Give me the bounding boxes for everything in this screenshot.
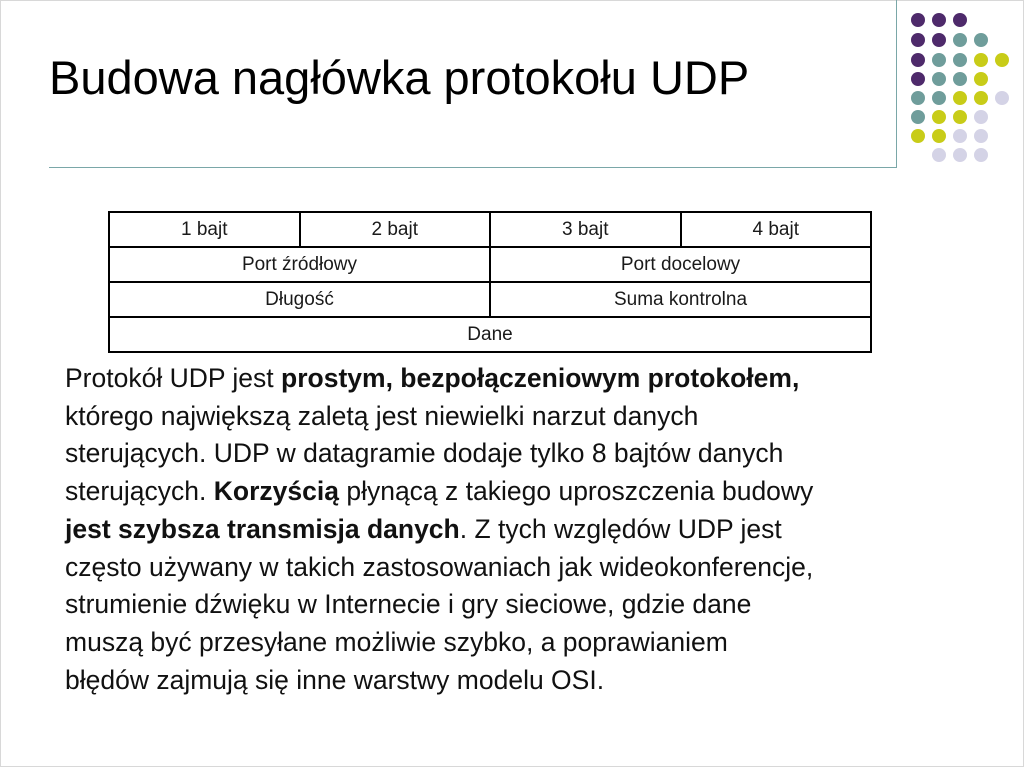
bold-text: prostym, bezpołączeniowym protokołem, bbox=[281, 363, 800, 393]
title-divider bbox=[49, 167, 897, 168]
table-cell-data: Dane bbox=[109, 317, 871, 352]
dot-decor bbox=[974, 129, 988, 143]
dot-decor bbox=[932, 129, 946, 143]
table-cell-length: Długość bbox=[109, 282, 490, 317]
dot-decor bbox=[974, 72, 988, 86]
dot-decor bbox=[911, 72, 925, 86]
dot-decor bbox=[995, 91, 1009, 105]
table-cell-byte-1: 1 bajt bbox=[109, 212, 300, 247]
dot-decor bbox=[995, 53, 1009, 67]
table-cell-byte-4: 4 bajt bbox=[681, 212, 872, 247]
dot-decor bbox=[932, 110, 946, 124]
text-span: sterujących. bbox=[65, 476, 214, 507]
table-row bbox=[109, 212, 871, 247]
dot-decor bbox=[911, 33, 925, 47]
dot-decor bbox=[911, 110, 925, 124]
dot-decor bbox=[953, 13, 967, 27]
dot-decor bbox=[911, 13, 925, 27]
dot-decor bbox=[911, 53, 925, 67]
dot-decor bbox=[932, 91, 946, 105]
dot-decor bbox=[953, 53, 967, 67]
text-line bbox=[65, 360, 965, 398]
dot-decor bbox=[974, 148, 988, 162]
text-span: Protokół UDP jest bbox=[65, 363, 282, 393]
bold-text: Korzyścią bbox=[213, 476, 339, 507]
text-line: strumienie dźwięku w Internecie i gry sieciowe, gdzie dane bbox=[65, 589, 752, 620]
dot-decor bbox=[953, 148, 967, 162]
table-cell-checksum: Suma kontrolna bbox=[490, 282, 871, 317]
dot-decor bbox=[932, 72, 946, 86]
dot-decor bbox=[911, 91, 925, 105]
text-span: płynącą z takiego uproszczenia budowy bbox=[338, 476, 814, 507]
table-cell-byte-3: 3 bajt bbox=[490, 212, 681, 247]
slide-title: Budowa nagłówka protokołu UDP bbox=[49, 51, 750, 104]
dot-decor bbox=[974, 91, 988, 105]
udp-header-table bbox=[108, 211, 872, 353]
title-vertical-rule bbox=[896, 0, 897, 168]
dot-decor bbox=[974, 53, 988, 67]
text-line: muszą być przesyłane możliwie szybko, a poprawianiem bbox=[65, 626, 728, 657]
dot-decor bbox=[932, 33, 946, 47]
body-paragraph bbox=[65, 360, 965, 699]
dot-decor bbox=[953, 33, 967, 47]
dot-decor bbox=[932, 53, 946, 67]
text-line: sterujących. UDP w datagramie dodaje tylko 8 bajtów danych bbox=[65, 438, 784, 469]
table-cell-source-port: Port źródłowy bbox=[109, 247, 490, 282]
table-cell-byte-2: 2 bajt bbox=[300, 212, 491, 247]
dot-decor bbox=[953, 91, 967, 105]
text-span: . Z tych względów UDP jest bbox=[459, 513, 782, 544]
text-line: często używany w takich zastosowaniach jak wideokonferencje, bbox=[65, 551, 814, 582]
text-line bbox=[65, 473, 965, 511]
dot-decor bbox=[974, 33, 988, 47]
dot-decor bbox=[974, 110, 988, 124]
table-row bbox=[109, 317, 871, 352]
text-line bbox=[65, 511, 965, 549]
bold-text: jest szybsza transmisja danych bbox=[65, 513, 460, 544]
dot-decor bbox=[953, 72, 967, 86]
dot-decor bbox=[953, 110, 967, 124]
dot-decor bbox=[932, 13, 946, 27]
text-line: błędów zajmują się inne warstwy modelu OSI. bbox=[65, 664, 605, 695]
table-row bbox=[109, 247, 871, 282]
text-line: którego największą zaletą jest niewielki narzut danych bbox=[65, 400, 699, 431]
table-row bbox=[109, 282, 871, 317]
table-cell-destination-port: Port docelowy bbox=[490, 247, 871, 282]
dot-decor bbox=[953, 129, 967, 143]
dot-decor bbox=[932, 148, 946, 162]
dot-decor bbox=[911, 129, 925, 143]
